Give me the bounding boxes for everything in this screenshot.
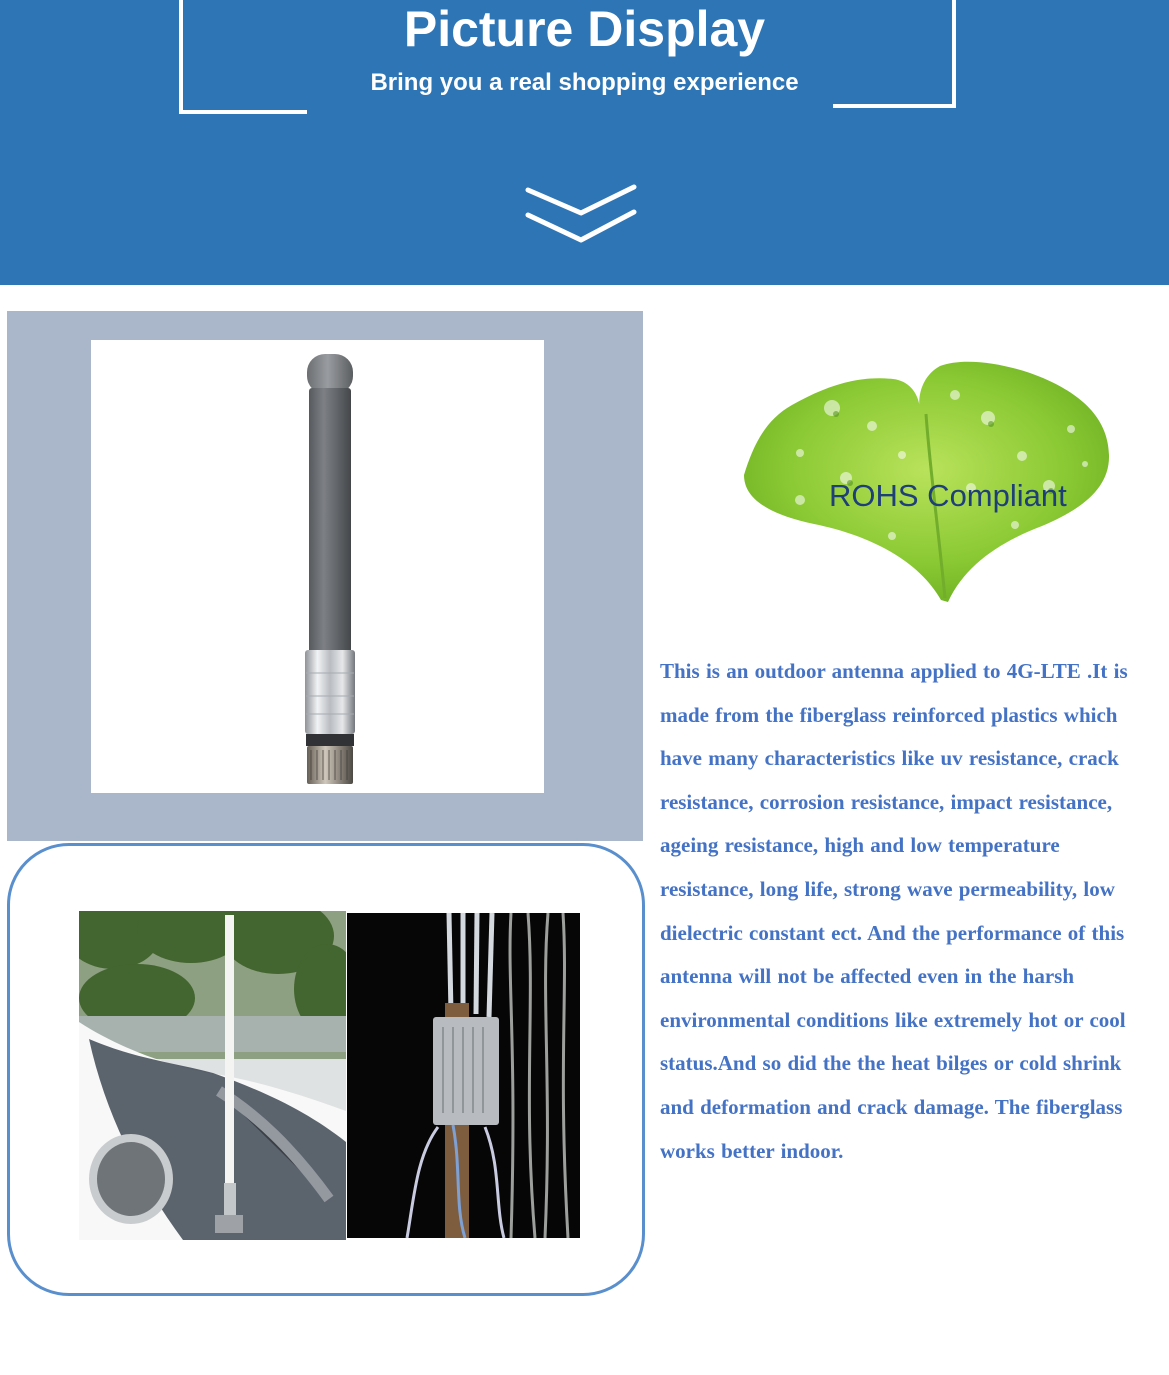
product-image-panel: [7, 311, 643, 841]
rohs-compliant-label: ROHS Compliant: [829, 478, 1067, 513]
pole-antenna-image: [347, 913, 580, 1238]
page-subtitle: Bring you a real shopping experience: [370, 69, 799, 96]
product-description: This is an outdoor antenna applied to 4G-LTE .It is made from the fiberglass reinforced plastics which have many characteristics like uv resistance, crack resistance, corrosion resistance, impact resistance, ageing resistance, high and low temperature resistance, long life, strong wave permeability, low dielectric constant ect. And the performance of this antenna will not be affected even in the harsh environmental conditions like extremely hot or cool status.And so did the the heat bilges or cold shrink and deformation and crack damage. The fiberglass works better indoor.: [660, 659, 1128, 1163]
double-chevron-down-icon: [525, 182, 637, 246]
car-mounted-antenna-photo: [79, 911, 346, 1240]
page-title: Picture Display: [403, 1, 766, 57]
pole-mounted-antenna-photo: [347, 913, 580, 1238]
picture-display-header: [0, 0, 1169, 285]
product-photo-card: [91, 340, 544, 793]
car-antenna-image: [79, 911, 346, 1240]
antenna-product-image: [91, 340, 544, 793]
